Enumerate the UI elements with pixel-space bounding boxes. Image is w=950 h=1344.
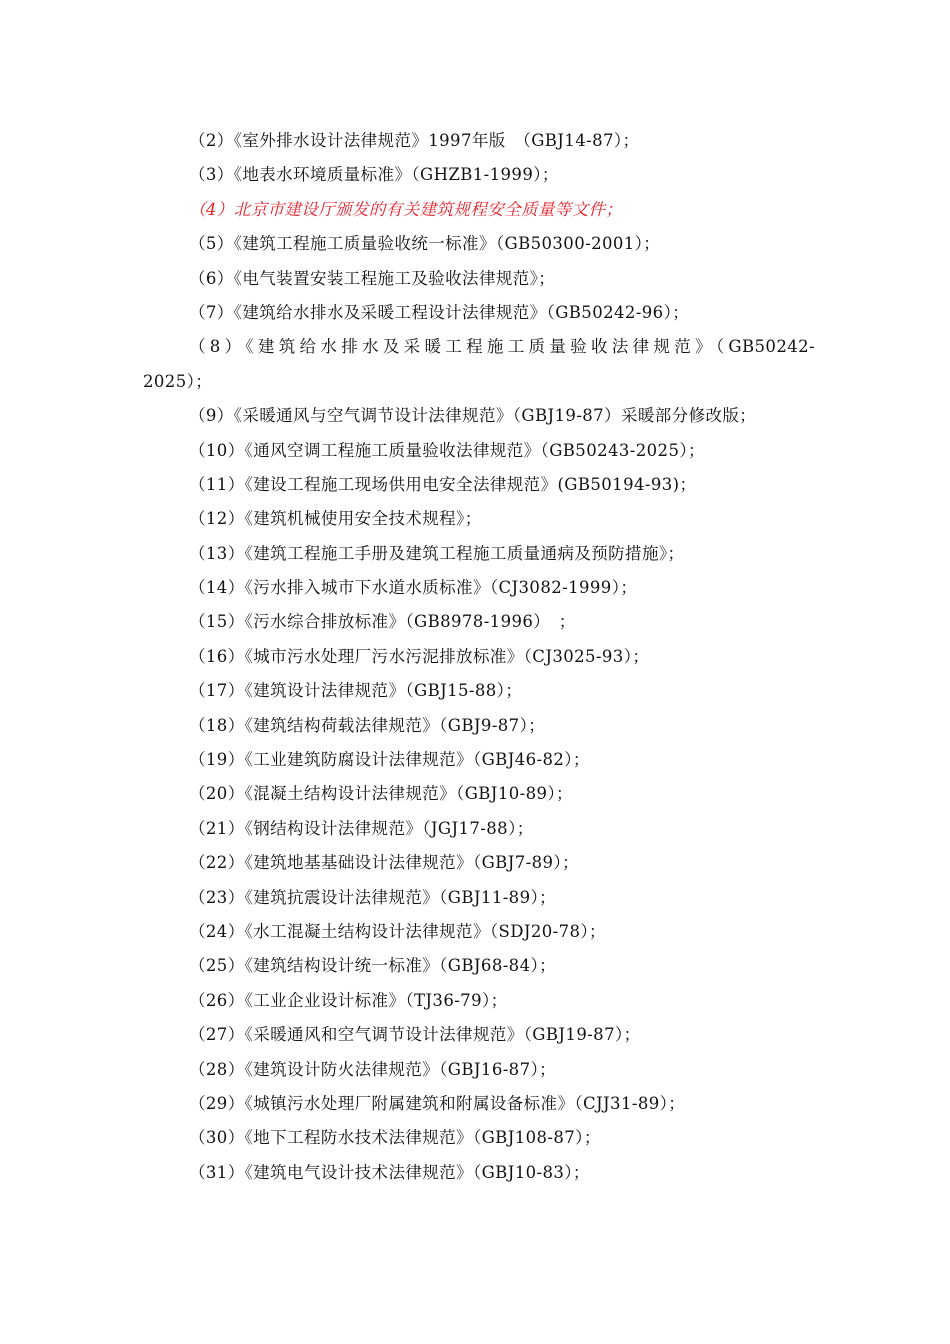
list-item: （14）《污水排入城市下水道水质标准》（CJ3082-1999）； [189, 578, 638, 598]
list-item: （8）《建筑给水排水及采暖工程施工质量验收法律规范》（GB50242- [189, 337, 815, 357]
list-item: （26）《工业企业设计标准》（TJ36-79）； [189, 990, 508, 1010]
list-item: （16）《城市污水处理厂污水污泥排放标准》（CJ3025-93）； [189, 646, 650, 666]
list-item: （27）《采暖通风和空气调节设计法律规范》（GBJ19-87）； [189, 1025, 641, 1045]
list-item: （17）《建筑设计法律规范》（GBJ15-88）； [189, 681, 523, 701]
list-item-continuation: 2025）； [143, 371, 213, 391]
list-item: （31）《建筑电气设计技术法律规范》（GBJ10-83）； [189, 1162, 590, 1182]
list-item: （5）《建筑工程施工质量验收统一标准》（GB50300-2001）； [189, 234, 661, 254]
list-item: （10）《通风空调工程施工质量验收法律规范》（GB50243-2025）； [189, 440, 705, 460]
list-item: （3）《地表水环境质量标准》（GHZB1-1999）； [189, 165, 559, 185]
list-item: （22）《建筑地基基础设计法律规范》（GBJ7-89）； [189, 853, 579, 873]
list-item: （6）《电气装置安装工程施工及验收法律规范》； [189, 268, 556, 288]
list-item: （21）《钢结构设计法律规范》（JGJ17-88）； [189, 818, 534, 838]
list-item: （24）《水工混凝土结构设计法律规范》（SDJ20-78）； [189, 921, 606, 941]
list-item: （25）《建筑结构设计统一标准》（GBJ68-84）； [189, 956, 557, 976]
list-item: （7）《建筑给水排水及采暖工程设计法律规范》（GB50242-96）； [189, 302, 690, 322]
list-item: （12）《建筑机械使用安全技术规程》； [189, 509, 482, 529]
list-item: （28）《建筑设计防火法律规范》（GBJ16-87）； [189, 1059, 557, 1079]
list-item: （2）《室外排水设计法律规范》1997年版 （GBJ14-87）； [189, 131, 640, 150]
list-item: （11）《建设工程施工现场供用电安全法律规范》(GB50194-93)； [189, 474, 697, 494]
list-item: （29）《城镇污水处理厂附属建筑和附属设备标准》（CJJ31-89）； [189, 1093, 686, 1113]
list-item: （20）《混凝土结构设计法律规范》（GBJ10-89）； [189, 784, 573, 804]
list-item: （30）《地下工程防水技术法律规范》（GBJ108-87）； [189, 1128, 601, 1148]
list-item-highlight: （4）北京市建设厅颁发的有关建筑规程安全质量等文件； [189, 199, 623, 219]
list-item: （18）《建筑结构荷载法律规范》（GBJ9-87）； [189, 715, 546, 735]
list-item: （23）《建筑抗震设计法律规范》（GBJ11-89）； [189, 887, 557, 907]
list-item: （13）《建筑工程施工手册及建筑工程施工质量通病及预防措施》； [189, 543, 685, 563]
list-item: （9）《采暖通风与空气调节设计法律规范》（GBJ19-87）采暖部分修改版； [189, 406, 757, 426]
list-item: （19）《工业建筑防腐设计法律规范》（GBJ46-82）； [189, 750, 590, 770]
standards-list [143, 124, 815, 1190]
list-item: （15）《污水综合排放标准》（GB8978-1996） ； [189, 612, 576, 632]
